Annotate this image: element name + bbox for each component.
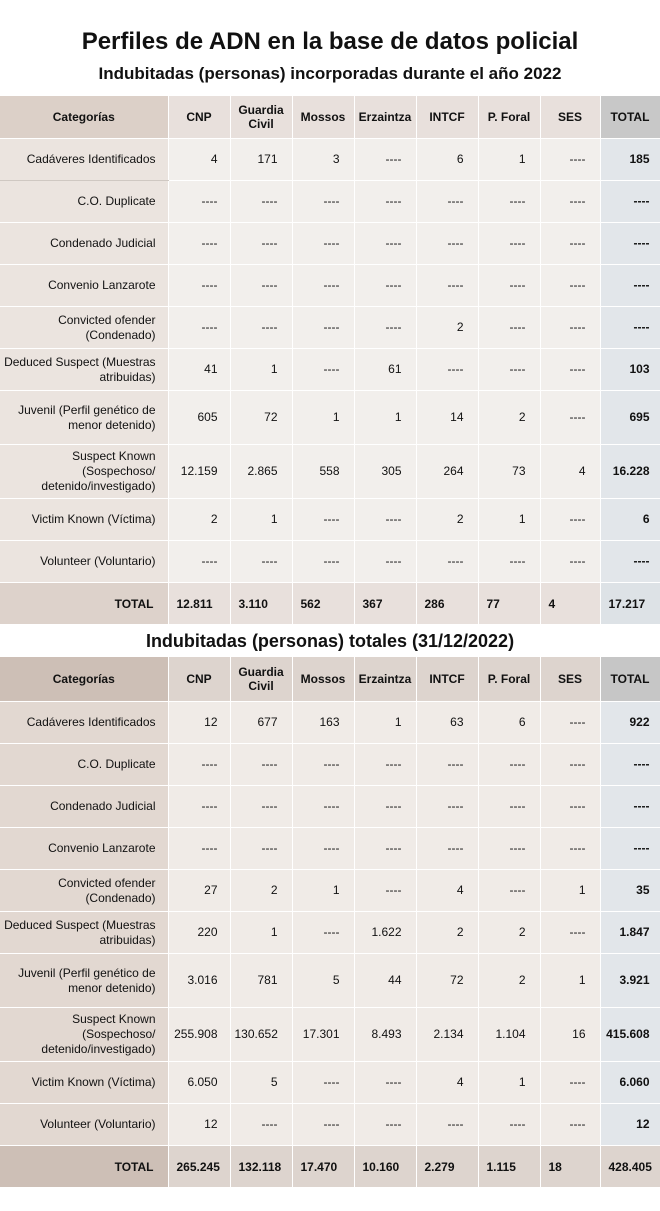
page-title: Perfiles de ADN en la base de datos policial (81, 28, 579, 55)
category-cell: Victim Known (Víctima) (0, 1062, 168, 1104)
cell-p-foral: 1 (478, 139, 540, 181)
column-header-guardia-civil: Guardia Civil (230, 96, 292, 139)
table-row (0, 499, 660, 541)
cell-ses: ---- (540, 744, 600, 786)
cell-mossos: ---- (292, 744, 354, 786)
cell-cnp: ---- (168, 744, 230, 786)
cell-guardia-civil: 72 (230, 391, 292, 445)
table-row (0, 1104, 660, 1146)
cell-erzaintza: ---- (354, 870, 416, 912)
cell-intcf: 2 (416, 307, 478, 349)
cell-mossos: ---- (292, 223, 354, 265)
table-row (0, 1008, 660, 1062)
total-cell-mossos: 562 (292, 583, 354, 625)
cell-p-foral: ---- (478, 307, 540, 349)
cell-ses: ---- (540, 828, 600, 870)
total-row (0, 1146, 660, 1188)
total-cell-erzaintza: 367 (354, 583, 416, 625)
column-header-guardia-civil: Guardia Civil (230, 657, 292, 702)
table-row (0, 954, 660, 1008)
table-row (0, 702, 660, 744)
cell-ses: ---- (540, 307, 600, 349)
cell-cnp: 27 (168, 870, 230, 912)
cell-intcf: 4 (416, 1062, 478, 1104)
column-header-total: TOTAL (600, 657, 660, 702)
cell-intcf: 6 (416, 139, 478, 181)
cell-intcf: ---- (416, 223, 478, 265)
cell-ses: ---- (540, 223, 600, 265)
table-header-row (0, 96, 660, 139)
table-row (0, 744, 660, 786)
cell-cnp: 12 (168, 1104, 230, 1146)
cell-intcf: ---- (416, 786, 478, 828)
cell-erzaintza: 1 (354, 702, 416, 744)
cell-mossos: ---- (292, 181, 354, 223)
cell-cnp: 12.159 (168, 445, 230, 499)
cell-total: 103 (600, 349, 660, 391)
cell-mossos: ---- (292, 499, 354, 541)
cell-erzaintza: ---- (354, 1104, 416, 1146)
column-header-categorias: Categorías (0, 657, 168, 702)
cell-mossos: ---- (292, 828, 354, 870)
column-header-intcf: INTCF (416, 96, 478, 139)
cell-total: ---- (600, 786, 660, 828)
cell-mossos: 1 (292, 391, 354, 445)
total-cell-guardia-civil: 3.110 (230, 583, 292, 625)
cell-ses: ---- (540, 541, 600, 583)
cell-mossos: ---- (292, 786, 354, 828)
table-row (0, 181, 660, 223)
cell-cnp: 6.050 (168, 1062, 230, 1104)
column-header-ses: SES (540, 657, 600, 702)
cell-guardia-civil: 1 (230, 912, 292, 954)
cell-p-foral: ---- (478, 828, 540, 870)
cell-p-foral: ---- (478, 349, 540, 391)
table-row (0, 349, 660, 391)
cell-mossos: ---- (292, 307, 354, 349)
cell-ses: 16 (540, 1008, 600, 1062)
cell-erzaintza: 8.493 (354, 1008, 416, 1062)
cell-intcf: 2.134 (416, 1008, 478, 1062)
column-header-mossos: Mossos (292, 96, 354, 139)
cell-erzaintza: 61 (354, 349, 416, 391)
cell-ses: ---- (540, 265, 600, 307)
table-row (0, 541, 660, 583)
cell-guardia-civil: ---- (230, 828, 292, 870)
cell-erzaintza: ---- (354, 744, 416, 786)
cell-mossos: ---- (292, 1062, 354, 1104)
cell-ses: ---- (540, 181, 600, 223)
cell-mossos: 17.301 (292, 1008, 354, 1062)
cell-p-foral: 2 (478, 912, 540, 954)
cell-intcf: 264 (416, 445, 478, 499)
cell-erzaintza: ---- (354, 1062, 416, 1104)
cell-total: 3.921 (600, 954, 660, 1008)
category-cell: C.O. Duplicate (0, 744, 168, 786)
column-header-p-foral: P. Foral (478, 657, 540, 702)
cell-guardia-civil: 2 (230, 870, 292, 912)
cell-total: 695 (600, 391, 660, 445)
cell-intcf: 2 (416, 912, 478, 954)
cell-mossos: 3 (292, 139, 354, 181)
cell-total: ---- (600, 828, 660, 870)
cell-guardia-civil: ---- (230, 265, 292, 307)
cell-guardia-civil: ---- (230, 1104, 292, 1146)
total-cell-ses: 4 (540, 583, 600, 625)
table2-title: Indubitadas (personas) totales (31/12/2022) (145, 631, 515, 651)
total-cell-p-foral: 1.115 (478, 1146, 540, 1188)
cell-total: 1.847 (600, 912, 660, 954)
column-header-ses: SES (540, 96, 600, 139)
column-header-total: TOTAL (600, 96, 660, 139)
column-header-erzaintza: Erzaintza (354, 657, 416, 702)
column-header-intcf: INTCF (416, 657, 478, 702)
category-cell: Deduced Suspect (Muestras atribuidas) (0, 912, 168, 954)
category-cell: Suspect Known (Sospechoso/ detenido/investigado) (0, 445, 168, 499)
cell-cnp: ---- (168, 307, 230, 349)
cell-guardia-civil: ---- (230, 181, 292, 223)
cell-guardia-civil: ---- (230, 541, 292, 583)
cell-cnp: 3.016 (168, 954, 230, 1008)
cell-p-foral: ---- (478, 223, 540, 265)
table-row (0, 139, 660, 181)
cell-guardia-civil: 1 (230, 499, 292, 541)
cell-ses: ---- (540, 349, 600, 391)
table-row (0, 223, 660, 265)
cell-erzaintza: 305 (354, 445, 416, 499)
cell-total: 6 (600, 499, 660, 541)
total-cell-intcf: 2.279 (416, 1146, 478, 1188)
category-cell: Juvenil (Perfil genético de menor detenido) (0, 391, 168, 445)
table-row (0, 1062, 660, 1104)
cell-cnp: ---- (168, 265, 230, 307)
table1-title: Indubitadas (personas) incorporadas durante el año 2022 (98, 64, 562, 83)
table-row (0, 870, 660, 912)
total-cell-total: 17.217 (600, 583, 660, 625)
cell-total: 16.228 (600, 445, 660, 499)
table-row (0, 445, 660, 499)
cell-erzaintza: 1 (354, 391, 416, 445)
cell-mossos: 558 (292, 445, 354, 499)
cell-ses: ---- (540, 912, 600, 954)
cell-mossos: 1 (292, 870, 354, 912)
total-cell-p-foral: 77 (478, 583, 540, 625)
column-header-mossos: Mossos (292, 657, 354, 702)
cell-p-foral: 1.104 (478, 1008, 540, 1062)
total-cell-ses: 18 (540, 1146, 600, 1188)
cell-ses: 4 (540, 445, 600, 499)
cell-ses: ---- (540, 1104, 600, 1146)
cell-erzaintza: ---- (354, 786, 416, 828)
column-header-cnp: CNP (168, 657, 230, 702)
total-cell-erzaintza: 10.160 (354, 1146, 416, 1188)
category-cell: Convicted ofender (Condenado) (0, 307, 168, 349)
cell-total: 185 (600, 139, 660, 181)
cell-erzaintza: ---- (354, 541, 416, 583)
total-cell-mossos: 17.470 (292, 1146, 354, 1188)
total-label: TOTAL (0, 1146, 168, 1188)
cell-erzaintza: ---- (354, 499, 416, 541)
cell-guardia-civil: ---- (230, 307, 292, 349)
total-label: TOTAL (0, 583, 168, 625)
cell-erzaintza: ---- (354, 181, 416, 223)
cell-cnp: 4 (168, 139, 230, 181)
cell-guardia-civil: 171 (230, 139, 292, 181)
cell-intcf: 63 (416, 702, 478, 744)
total-cell-intcf: 286 (416, 583, 478, 625)
cell-erzaintza: ---- (354, 307, 416, 349)
cell-total: 6.060 (600, 1062, 660, 1104)
cell-erzaintza: 1.622 (354, 912, 416, 954)
total-cell-cnp: 265.245 (168, 1146, 230, 1188)
cell-ses: ---- (540, 139, 600, 181)
cell-erzaintza: ---- (354, 139, 416, 181)
cell-guardia-civil: 2.865 (230, 445, 292, 499)
cell-total: 35 (600, 870, 660, 912)
category-cell: Condenado Judicial (0, 786, 168, 828)
cell-cnp: 12 (168, 702, 230, 744)
cell-ses: ---- (540, 702, 600, 744)
cell-p-foral: ---- (478, 181, 540, 223)
cell-intcf: 2 (416, 499, 478, 541)
cell-intcf: 72 (416, 954, 478, 1008)
cell-cnp: ---- (168, 828, 230, 870)
table-header-row (0, 657, 660, 702)
cell-guardia-civil: ---- (230, 223, 292, 265)
table-incorporated-2022 (0, 96, 660, 625)
cell-ses: ---- (540, 1062, 600, 1104)
cell-mossos: ---- (292, 1104, 354, 1146)
cell-mossos: 5 (292, 954, 354, 1008)
cell-total: ---- (600, 181, 660, 223)
cell-p-foral: ---- (478, 1104, 540, 1146)
cell-total: ---- (600, 541, 660, 583)
cell-guardia-civil: ---- (230, 744, 292, 786)
cell-p-foral: 6 (478, 702, 540, 744)
cell-ses: ---- (540, 391, 600, 445)
cell-p-foral: 1 (478, 1062, 540, 1104)
cell-intcf: 14 (416, 391, 478, 445)
cell-guardia-civil: ---- (230, 786, 292, 828)
cell-guardia-civil: 1 (230, 349, 292, 391)
cell-mossos: ---- (292, 541, 354, 583)
cell-p-foral: ---- (478, 265, 540, 307)
total-row (0, 583, 660, 625)
cell-intcf: ---- (416, 265, 478, 307)
cell-total: ---- (600, 744, 660, 786)
category-cell: Convenio Lanzarote (0, 265, 168, 307)
table-row (0, 828, 660, 870)
category-cell: Condenado Judicial (0, 223, 168, 265)
cell-total: 415.608 (600, 1008, 660, 1062)
category-cell: Convenio Lanzarote (0, 828, 168, 870)
cell-mossos: ---- (292, 265, 354, 307)
cell-p-foral: 2 (478, 954, 540, 1008)
cell-guardia-civil: 5 (230, 1062, 292, 1104)
category-cell: Convicted ofender (Condenado) (0, 870, 168, 912)
cell-total: ---- (600, 223, 660, 265)
cell-mossos: ---- (292, 912, 354, 954)
category-cell: Volunteer (Voluntario) (0, 541, 168, 583)
cell-guardia-civil: 130.652 (230, 1008, 292, 1062)
category-cell: Deduced Suspect (Muestras atribuidas) (0, 349, 168, 391)
table-row (0, 912, 660, 954)
cell-intcf: ---- (416, 744, 478, 786)
cell-erzaintza: ---- (354, 265, 416, 307)
cell-erzaintza: ---- (354, 828, 416, 870)
category-cell: Victim Known (Víctima) (0, 499, 168, 541)
category-cell: Cadáveres Identificados (0, 139, 168, 181)
cell-intcf: ---- (416, 1104, 478, 1146)
cell-ses: ---- (540, 499, 600, 541)
cell-total: 12 (600, 1104, 660, 1146)
cell-p-foral: ---- (478, 870, 540, 912)
cell-ses: ---- (540, 786, 600, 828)
cell-cnp: ---- (168, 541, 230, 583)
table-row (0, 391, 660, 445)
cell-intcf: ---- (416, 349, 478, 391)
cell-total: ---- (600, 265, 660, 307)
cell-p-foral: ---- (478, 541, 540, 583)
total-cell-total: 428.405 (600, 1146, 660, 1188)
table-row (0, 307, 660, 349)
category-cell: Cadáveres Identificados (0, 702, 168, 744)
table-row (0, 265, 660, 307)
cell-cnp: 605 (168, 391, 230, 445)
cell-cnp: 255.908 (168, 1008, 230, 1062)
total-cell-cnp: 12.811 (168, 583, 230, 625)
column-header-p-foral: P. Foral (478, 96, 540, 139)
cell-intcf: ---- (416, 541, 478, 583)
cell-intcf: 4 (416, 870, 478, 912)
cell-guardia-civil: 781 (230, 954, 292, 1008)
column-header-categorias: Categorías (0, 96, 168, 139)
cell-intcf: ---- (416, 181, 478, 223)
cell-p-foral: 1 (478, 499, 540, 541)
cell-p-foral: ---- (478, 744, 540, 786)
cell-cnp: ---- (168, 786, 230, 828)
cell-erzaintza: ---- (354, 223, 416, 265)
cell-guardia-civil: 677 (230, 702, 292, 744)
cell-cnp: 2 (168, 499, 230, 541)
cell-cnp: 220 (168, 912, 230, 954)
cell-cnp: ---- (168, 223, 230, 265)
table-totals-2022 (0, 657, 660, 1188)
cell-erzaintza: 44 (354, 954, 416, 1008)
cell-mossos: ---- (292, 349, 354, 391)
category-cell: Suspect Known (Sospechoso/ detenido/investigado) (0, 1008, 168, 1062)
cell-p-foral: ---- (478, 786, 540, 828)
category-cell: C.O. Duplicate (0, 181, 168, 223)
table-row (0, 786, 660, 828)
cell-cnp: ---- (168, 181, 230, 223)
cell-ses: 1 (540, 870, 600, 912)
total-cell-guardia-civil: 132.118 (230, 1146, 292, 1188)
cell-intcf: ---- (416, 828, 478, 870)
cell-mossos: 163 (292, 702, 354, 744)
cell-p-foral: 73 (478, 445, 540, 499)
cell-total: ---- (600, 307, 660, 349)
cell-total: 922 (600, 702, 660, 744)
category-cell: Juvenil (Perfil genético de menor detenido) (0, 954, 168, 1008)
cell-p-foral: 2 (478, 391, 540, 445)
column-header-erzaintza: Erzaintza (354, 96, 416, 139)
cell-cnp: 41 (168, 349, 230, 391)
column-header-cnp: CNP (168, 96, 230, 139)
cell-ses: 1 (540, 954, 600, 1008)
category-cell: Volunteer (Voluntario) (0, 1104, 168, 1146)
